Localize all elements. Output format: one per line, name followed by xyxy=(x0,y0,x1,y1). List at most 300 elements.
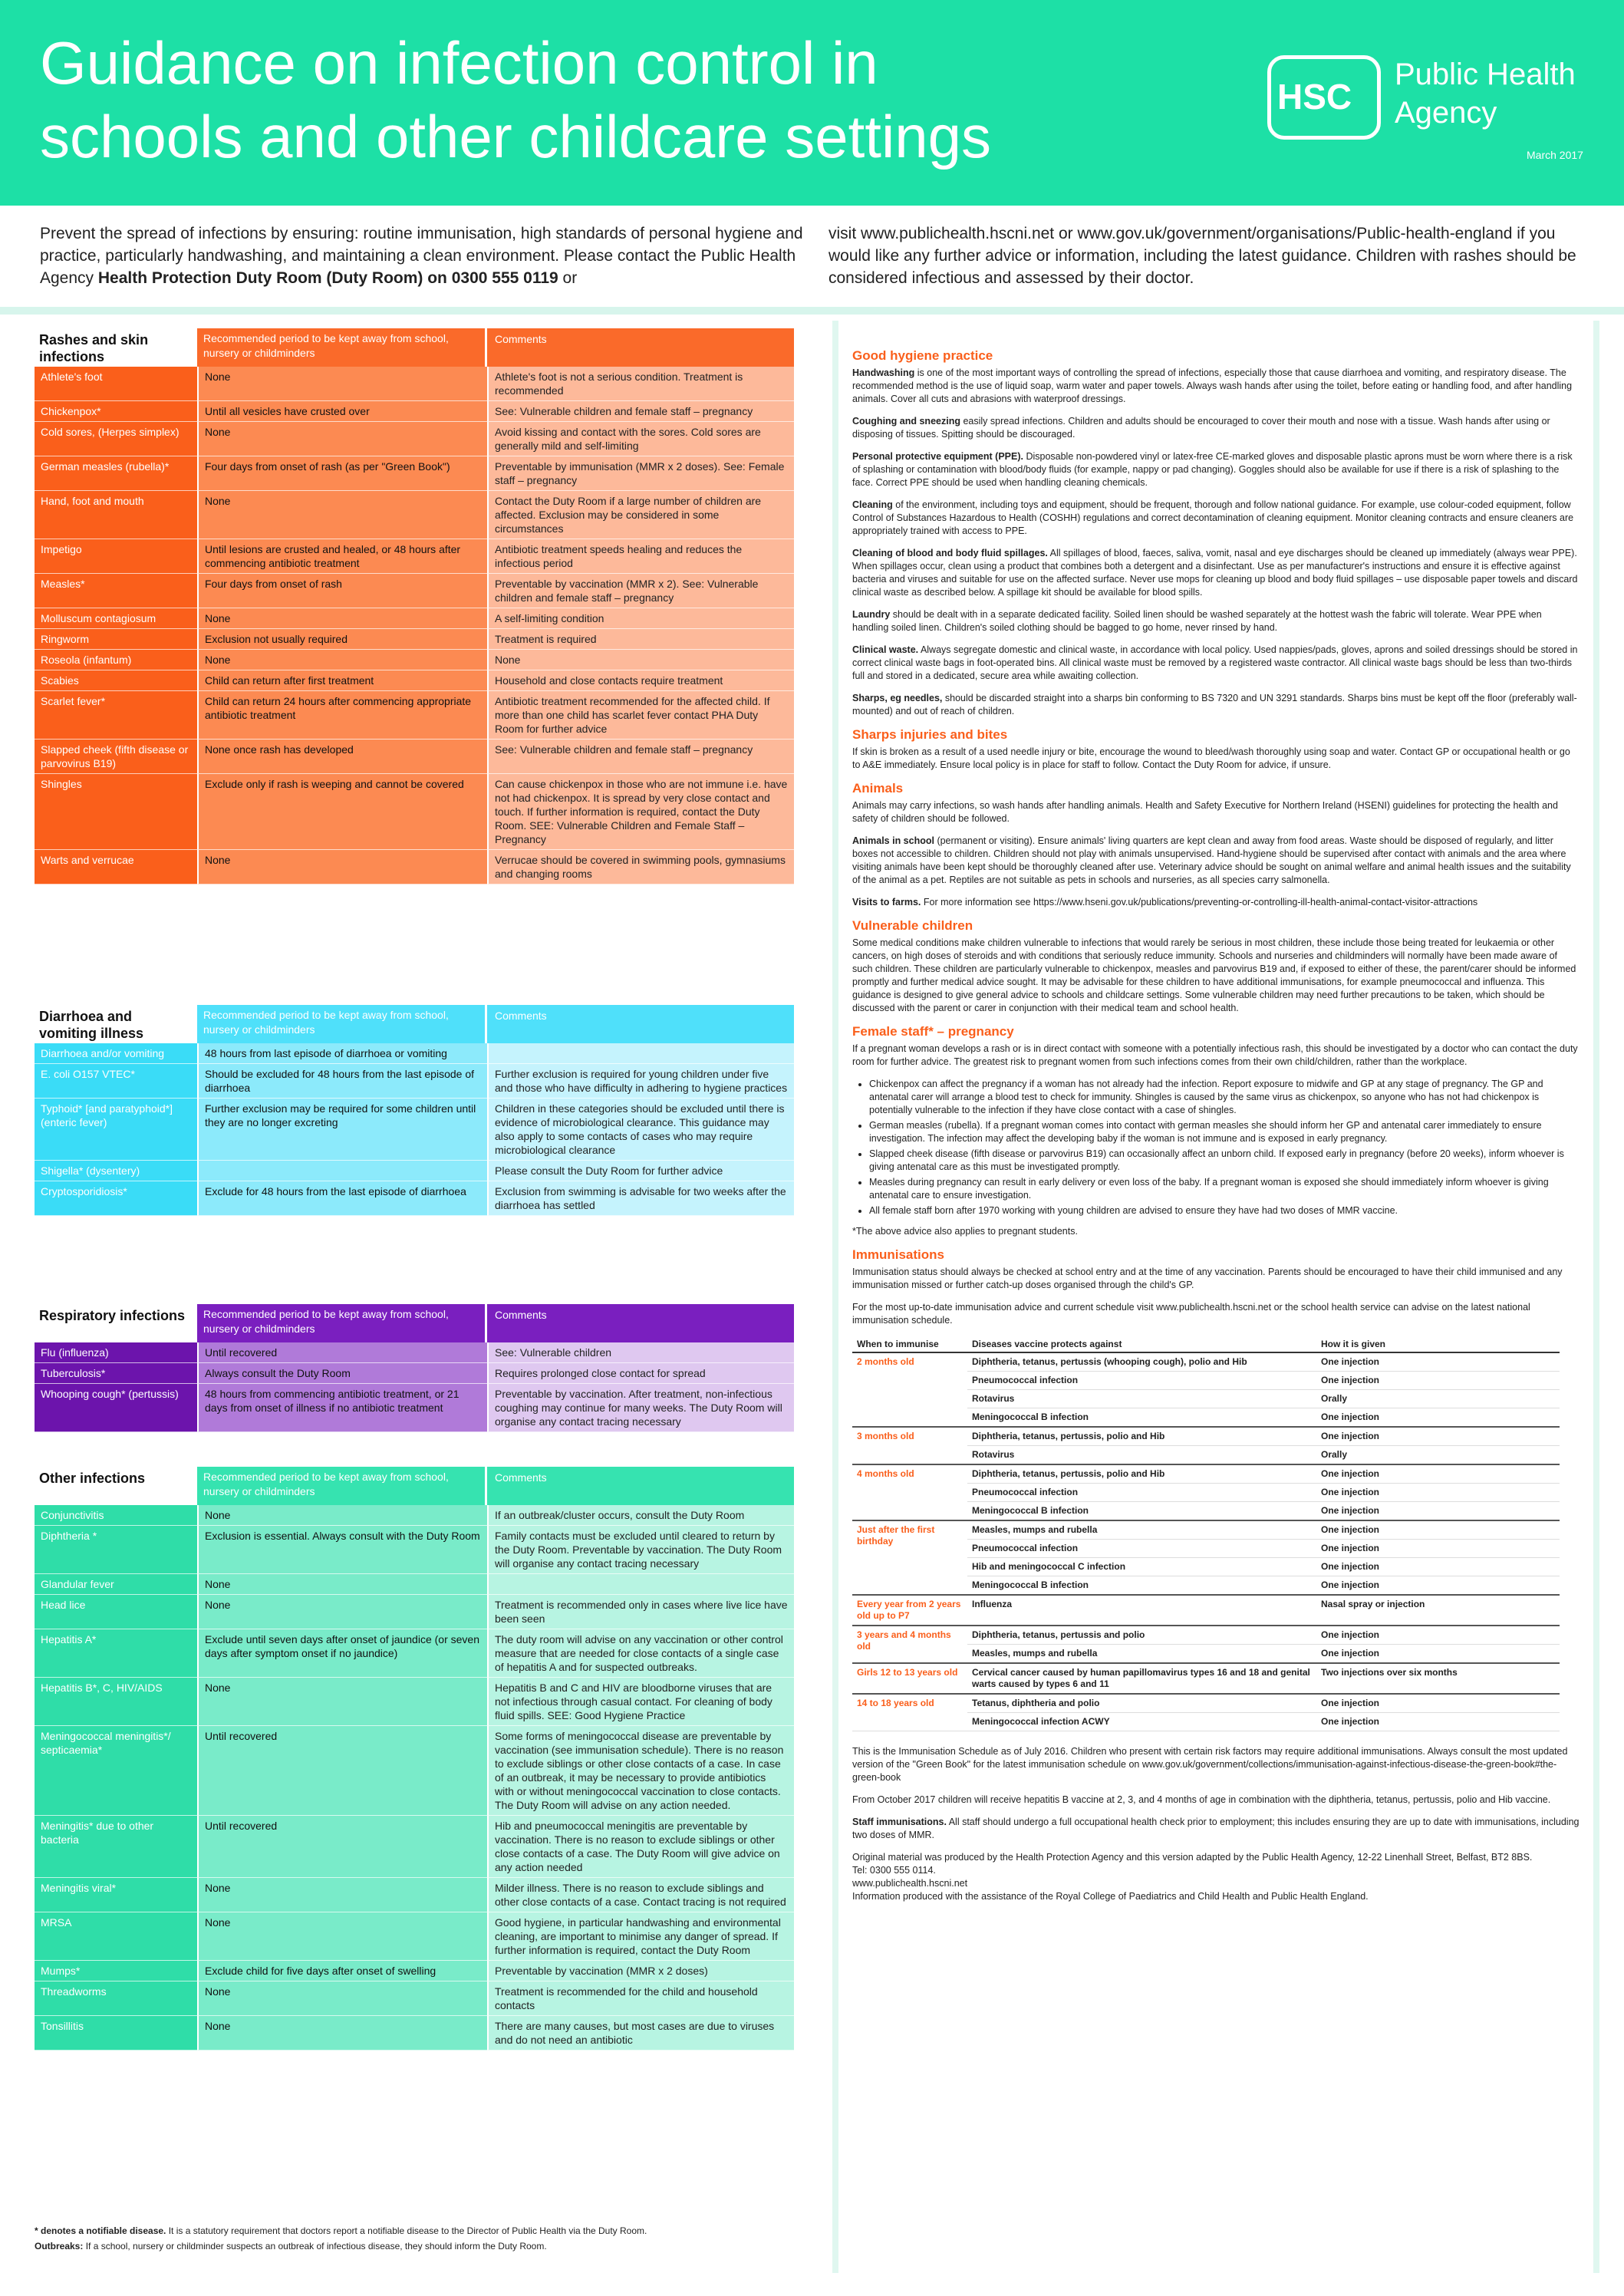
comment: Hib and pneumococcal meningitis are preventable by vaccination. There is no reason to exclude siblings or other close contacts of a case. The Duty Room will give advice on any action needed xyxy=(487,1816,794,1878)
table-header: How it is given xyxy=(1316,1336,1560,1352)
list-item: • All female staff born after 1970 working with young children are advised to ensure they have had two doses of MMR vaccine. xyxy=(869,1204,1580,1217)
agency-line-1: Public Health xyxy=(1395,58,1576,91)
comment: Can cause chickenpox in those who are not immune i.e. have not had chickenpox. It is spread by very close contact and touch. If further information is required, contact the Duty Room. SEE: Vulnerable Children and Female Staff – Pregnancy xyxy=(487,774,794,850)
table-row xyxy=(35,1961,794,1981)
comment: There are many causes, but most cases are due to viruses and do not need an antibiotic xyxy=(487,2016,794,2051)
table-row xyxy=(35,1064,794,1099)
comment: Requires prolonged close contact for spread xyxy=(487,1363,794,1384)
comment: See: Vulnerable children and female staff – pregnancy xyxy=(487,740,794,774)
p-text: Always segregate domestic and clinical waste, in accordance with local policy. Used nappies/pads, gloves, aprons and soiled dressings should be stored in correct clinical waste bags in foot-operated bins. All clinical waste must be removed by a registered waste contractor. All clinical waste bags should be less than two-thirds full and stored in a dedicated, secure area while awaiting collection. xyxy=(852,644,1578,681)
comment: Avoid kissing and contact with the sores. Cold sores are generally mild and self-limiting xyxy=(487,422,794,456)
table-row xyxy=(35,850,794,884)
period-header: Recommended period to be kept away from school, nursery or childminders xyxy=(197,1467,485,1505)
how-given: One injection xyxy=(1316,1576,1560,1596)
condition-name: Tuberculosis* xyxy=(35,1363,197,1384)
comment: Some forms of meningococcal disease are preventable by vaccination (see immunisation schedule). There is no reason to exclude siblings or other close contacts of a case. In case of an outbreak, it may be necessary to provide antibiotics with or without meningococcal vaccination to close contacts. The Duty Room will advise on any action needed. xyxy=(487,1726,794,1816)
injuries-para: If skin is broken as a result of a used needle injury or bite, encourage the wound to bleed/wash thoroughly using soap and water. Contact GP or occupational health or go to A&E immediately. Ensure local policy is in place for staff to follow. Contact the Duty Room for advice, if unsure. xyxy=(852,746,1570,770)
duty-room-number: Health Protection Duty Room (Duty Room) on 0300 555 0119 xyxy=(97,269,558,287)
table-row xyxy=(35,1629,794,1678)
footnote-outbreaks xyxy=(35,2238,794,2254)
laundry-para xyxy=(852,608,1580,634)
p-bold: Sharps, eg needles, xyxy=(852,693,943,703)
exclusion-period: 48 hours from last episode of diarrhoea or vomiting xyxy=(197,1043,487,1064)
table-row xyxy=(35,367,794,401)
divider xyxy=(0,307,1624,315)
period-header: Recommended period to be kept away from school, nursery or childminders xyxy=(197,1005,485,1043)
exclusion-period: None xyxy=(197,850,487,884)
title-line-1: Guidance on infection control in xyxy=(40,29,878,97)
imm-para-2: For the most up-to-date immunisation advice and current schedule visit www.publichealth.hscni.net or the school health service can advise on the latest national immunisation schedule. xyxy=(852,1302,1530,1326)
comment: Verrucae should be covered in swimming pools, gymnasiums and changing rooms xyxy=(487,850,794,884)
how-given: One injection xyxy=(1316,1464,1560,1484)
disease: Diphtheria, tetanus, pertussis and polio xyxy=(967,1626,1316,1645)
when-to-immunise: 3 years and 4 months old xyxy=(852,1626,967,1663)
table-row xyxy=(852,1626,1560,1645)
p-text: Disposable non-powdered vinyl or latex-free CE-marked gloves and disposable plastic aprons must be worn where there is a risk of splashing or contamination with blood/body fluids (for example, nappy or pad changing). Goggles should also be available for use if there is a risk of splashing to the face. Correct PPE should be used when handling cleaning chemicals. xyxy=(852,451,1573,488)
condition-name: Flu (influenza) xyxy=(35,1342,197,1363)
credits xyxy=(852,1851,1580,1903)
intro-part2: or xyxy=(558,269,578,287)
exclusion-period: 48 hours from commencing antibiotic treatment, or 21 days from onset of illness if no antibiotic treatment xyxy=(197,1384,487,1432)
p-bold: Laundry xyxy=(852,609,891,620)
disease: Diphtheria, tetanus, pertussis (whooping cough), polio and Hib xyxy=(967,1352,1316,1372)
exclusion-period: Child can return after first treatment xyxy=(197,670,487,691)
table-row xyxy=(35,670,794,691)
comment: Antibiotic treatment speeds healing and reduces the infectious period xyxy=(487,539,794,574)
how-given: Orally xyxy=(1316,1446,1560,1465)
comment: Treatment is recommended only in cases where live lice have been seen xyxy=(487,1595,794,1629)
hygiene-heading: Good hygiene practice xyxy=(852,348,993,363)
when-to-immunise: 3 months old xyxy=(852,1427,967,1464)
header-banner xyxy=(0,0,1624,206)
condition-name: Glandular fever xyxy=(35,1574,197,1595)
section-title: Respiratory infections xyxy=(39,1308,186,1323)
comment: Children in these categories should be excluded until there is evidence of microbiological clearance. This guidance may also apply to some contacts of cases who may require microbiological clearance xyxy=(487,1099,794,1161)
table-row xyxy=(35,1384,794,1432)
table-row xyxy=(852,1352,1560,1372)
when-to-immunise: Every year from 2 years old up to P7 xyxy=(852,1595,967,1626)
how-given: One injection xyxy=(1316,1558,1560,1576)
vulnerable-heading: Vulnerable children xyxy=(852,918,973,933)
table-row xyxy=(35,1816,794,1878)
condition-name: Hepatitis A* xyxy=(35,1629,197,1678)
table-row xyxy=(35,1505,794,1526)
comment: Please consult the Duty Room for further advice xyxy=(487,1161,794,1181)
exclusion-period: Until all vesicles have crusted over xyxy=(197,401,487,422)
fn2-bold: Outbreaks: xyxy=(35,2241,84,2252)
web-line: www.publichealth.hscni.net xyxy=(852,1878,968,1889)
exclusion-period: Child can return 24 hours after commencing appropriate antibiotic treatment xyxy=(197,691,487,740)
period-header: Recommended period to be kept away from school, nursery or childminders xyxy=(197,1304,485,1342)
disease: Meningococcal B infection xyxy=(967,1408,1316,1428)
table-row xyxy=(35,1912,794,1961)
disease: Rotavirus xyxy=(967,1446,1316,1465)
comment: None xyxy=(487,650,794,670)
p-text: For more information see https://www.hseni.gov.uk/publications/preventing-or-controlling-ill-health-animal-contact-visitor-attractions xyxy=(921,897,1478,908)
comment xyxy=(487,1043,794,1064)
table-row xyxy=(35,1342,794,1363)
table-row xyxy=(35,774,794,850)
fn1-bold: * denotes a notifiable disease. xyxy=(35,2225,166,2236)
comments-header: Comments xyxy=(487,1304,794,1342)
table-row xyxy=(35,1043,794,1064)
hsc-logo xyxy=(1267,55,1381,140)
table-row xyxy=(852,1694,1560,1713)
respiratory-rows xyxy=(35,1342,794,1432)
comment: Household and close contacts require treatment xyxy=(487,670,794,691)
intro-part1: Prevent the spread of infections by ensuring: routine immunisation, high standards of personal hygiene and practice, particularly handwashing, and maintaining a clean environment. Please contact the Public Health Agency xyxy=(40,225,803,287)
condition-name: Slapped cheek (fifth disease or parvovirus B19) xyxy=(35,740,197,774)
comment: Treatment is required xyxy=(487,629,794,650)
table-row xyxy=(35,1678,794,1726)
table-row xyxy=(35,1574,794,1595)
fn1-text: It is a statutory requirement that doctors report a notifiable disease to the Director of Public Health via the Duty Room. xyxy=(166,2225,647,2236)
other-rows xyxy=(35,1505,794,2051)
how-given: One injection xyxy=(1316,1694,1560,1713)
condition-name: Chickenpox* xyxy=(35,401,197,422)
p-bold: Cleaning xyxy=(852,499,893,510)
how-given: One injection xyxy=(1316,1408,1560,1428)
disease: Meningococcal infection ACWY xyxy=(967,1713,1316,1731)
table-row xyxy=(35,691,794,740)
immunisations-heading: Immunisations xyxy=(852,1247,944,1262)
sharps-para xyxy=(852,692,1580,718)
guidance-panel xyxy=(832,321,1599,2273)
how-given: One injection xyxy=(1316,1502,1560,1521)
section-title: Diarrhoea and vomiting illness xyxy=(39,1009,144,1041)
comment: Antibiotic treatment recommended for the affected child. If more than one child has scarlet fever contact PHA Duty Room for further advice xyxy=(487,691,794,740)
table-row xyxy=(35,1878,794,1912)
comments-header: Comments xyxy=(487,1467,794,1505)
condition-name: Shigella* (dysentery) xyxy=(35,1161,197,1181)
how-given: One injection xyxy=(1316,1352,1560,1372)
animals-school-para xyxy=(852,835,1580,887)
condition-name: Impetigo xyxy=(35,539,197,574)
exclusion-period: None xyxy=(197,1678,487,1726)
condition-name: German measles (rubella)* xyxy=(35,456,197,491)
exclusion-period: None xyxy=(197,1505,487,1526)
comment: Family contacts must be excluded until cleared to return by the Duty Room. Preventable by vaccination. The Duty Room will organise any contact tracing necessary xyxy=(487,1526,794,1574)
exclusion-period: Until recovered xyxy=(197,1816,487,1878)
comments-header: Comments xyxy=(487,1005,794,1043)
table-row xyxy=(35,740,794,774)
table-row xyxy=(35,629,794,650)
table-row xyxy=(852,1595,1560,1626)
diarrhoea-rows xyxy=(35,1043,794,1216)
comment: Preventable by vaccination. After treatment, non-infectious coughing may continue for many weeks. The Duty Room will organise any contact tracing necessary xyxy=(487,1384,794,1432)
table-row xyxy=(35,1363,794,1384)
ppe-para xyxy=(852,450,1580,489)
how-given: One injection xyxy=(1316,1645,1560,1664)
condition-name: Meningococcal meningitis*/ septicaemia* xyxy=(35,1726,197,1816)
other-section xyxy=(35,1467,794,2051)
condition-name: Scabies xyxy=(35,670,197,691)
comment: Hepatitis B and C and HIV are bloodborne viruses that are not infectious through casual contact. For cleaning of body fluid spills. SEE: Good Hygiene Practice xyxy=(487,1678,794,1726)
footnotes xyxy=(35,2223,794,2254)
exclusion-period: None xyxy=(197,1981,487,2016)
p-bold: Animals in school xyxy=(852,835,934,846)
disease: Diphtheria, tetanus, pertussis, polio and Hib xyxy=(967,1464,1316,1484)
comment: See: Vulnerable children and female staff – pregnancy xyxy=(487,401,794,422)
table-row xyxy=(35,650,794,670)
disease: Hib and meningococcal C infection xyxy=(967,1558,1316,1576)
p-bold: Visits to farms. xyxy=(852,897,921,908)
p-bold: Clinical waste. xyxy=(852,644,919,655)
how-given: One injection xyxy=(1316,1427,1560,1446)
exclusion-period: Exclusion not usually required xyxy=(197,629,487,650)
imm-para-1: Immunisation status should always be checked at school entry and at the time of any vaccination. Parents should be encouraged to have their child immunised and any immunisation missed or further catch-up doses organised through the child's GP. xyxy=(852,1267,1563,1290)
condition-name: Cold sores, (Herpes simplex) xyxy=(35,422,197,456)
list-item: • Chickenpox can affect the pregnancy if a woman has not already had the infection. Report exposure to midwife and GP at any stage of pregnancy. The GP and antenatal carer will arrange a blood test to check for immunity. Shingles is caused by the same virus as chickenpox, so anyone who has not had chickenpox is potentially vulnerable to the infection if they have close contact with a case of shingles. xyxy=(869,1078,1580,1117)
rashes-section xyxy=(35,328,794,884)
section-title: Other infections xyxy=(39,1471,146,1486)
table-row xyxy=(35,608,794,629)
table-row xyxy=(35,1726,794,1816)
disease: Meningococcal B infection xyxy=(967,1576,1316,1596)
injuries-heading: Sharps injuries and bites xyxy=(852,727,1008,742)
table-row xyxy=(35,1181,794,1216)
table-row xyxy=(35,422,794,456)
condition-name: Cryptosporidiosis* xyxy=(35,1181,197,1216)
exclusion-period: Exclude only if rash is weeping and cannot be covered xyxy=(197,774,487,850)
exclusion-period: Exclusion is essential. Always consult with the Duty Room xyxy=(197,1526,487,1574)
comment: Exclusion from swimming is advisable for two weeks after the diarrhoea has settled xyxy=(487,1181,794,1216)
comment: Further exclusion is required for young children under five and those who have difficulty in adhering to hygiene practices xyxy=(487,1064,794,1099)
exclusion-period: Four days from onset of rash (as per "Green Book") xyxy=(197,456,487,491)
intro-col-2: visit www.publichealth.hscni.net or www.gov.uk/government/organisations/Public-health-england if you would like any further advice or information, including the latest guidance. Children with rashes should be considered infectious and assessed by their doctor. xyxy=(828,225,1576,287)
p-text: is one of the most important ways of controlling the spread of infections, especially those that cause diarrhoea and vomiting, and respiratory disease. The recommended method is the use of liquid soap, warm water and paper towels. Always wash hands after using the toilet, before eating or handling food, and after handling animals. Cover all cuts and abrasions with waterproof dressings. xyxy=(852,367,1573,404)
comment: Treatment is recommended for the child and household contacts xyxy=(487,1981,794,2016)
animals-heading: Animals xyxy=(852,781,904,796)
condition-name: Typhoid* [and paratyphoid*] (enteric fever) xyxy=(35,1099,197,1161)
disease: Rotavirus xyxy=(967,1390,1316,1408)
condition-name: Shingles xyxy=(35,774,197,850)
when-to-immunise: 2 months old xyxy=(852,1352,967,1427)
exclusion-period: Further exclusion may be required for some children until they are no longer excreting xyxy=(197,1099,487,1161)
condition-name: Whooping cough* (pertussis) xyxy=(35,1384,197,1432)
p-text: easily spread infections. Children and adults should be encouraged to cover their mouth and nose with a tissue. Wash hands after using or disposing of tissues. Spitting should be discouraged. xyxy=(852,416,1550,440)
table-row xyxy=(35,574,794,608)
comment: Preventable by vaccination (MMR x 2 doses) xyxy=(487,1961,794,1981)
condition-name: Conjunctivitis xyxy=(35,1505,197,1526)
female-para: If a pregnant woman develops a rash or is in direct contact with someone with a potentially infectious rash, this should be investigated by a doctor who can contact the duty room for further advice. The greatest risk to pregnant women from such infections comes from their own child/children, rather than the workplace. xyxy=(852,1043,1578,1067)
exclusion-period: Until recovered xyxy=(197,1726,487,1816)
orig-line: Original material was produced by the Health Protection Agency and this version adapted by the Public Health Agency, 12-22 Linenhall Street, Belfast, BT2 8BS. xyxy=(852,1852,1533,1863)
condition-name: Tonsillitis xyxy=(35,2016,197,2051)
disease: Pneumococcal infection xyxy=(967,1484,1316,1502)
period-header: Recommended period to be kept away from school, nursery or childminders xyxy=(197,328,485,367)
schedule-para: This is the Immunisation Schedule as of July 2016. Children who present with certain risk factors may require additional immunisations. Always consult the most updated version of the "Green Book" for the latest immunisation schedule on www.gov.uk/government/collections/immunisation-against-infectious-disease-the-green-book#the-green-book xyxy=(852,1746,1568,1783)
exclusion-period: None xyxy=(197,1912,487,1961)
exclusion-period: Exclude until seven days after onset of jaundice (or seven days after symptom onset if no jaundice) xyxy=(197,1629,487,1678)
comment: The duty room will advise on any vaccination or other control measure that are needed for close contacts of a single case of hepatitis A and for suspected outbreaks. xyxy=(487,1629,794,1678)
table-row xyxy=(852,1663,1560,1694)
condition-name: Scarlet fever* xyxy=(35,691,197,740)
disease: Measles, mumps and rubella xyxy=(967,1645,1316,1664)
footnote-notifiable xyxy=(35,2223,794,2238)
exclusion-period: Always consult the Duty Room xyxy=(197,1363,487,1384)
how-given: Nasal spray or injection xyxy=(1316,1595,1560,1626)
p-bold: Handwashing xyxy=(852,367,915,378)
diarrhoea-section xyxy=(35,1005,794,1216)
agency-name xyxy=(1395,55,1576,132)
condition-name: MRSA xyxy=(35,1912,197,1961)
comment: If an outbreak/cluster occurs, consult the Duty Room xyxy=(487,1505,794,1526)
intro-text xyxy=(0,206,1624,313)
table-row xyxy=(35,401,794,422)
table-row xyxy=(35,1099,794,1161)
table-row xyxy=(35,1595,794,1629)
condition-name: Measles* xyxy=(35,574,197,608)
page-title xyxy=(40,26,1191,173)
rashes-rows xyxy=(35,367,794,884)
intro-col-1 xyxy=(40,222,807,289)
staff-para xyxy=(852,1816,1580,1842)
immunisation-table xyxy=(852,1336,1560,1731)
exclusion-period: None xyxy=(197,422,487,456)
condition-name: Ringworm xyxy=(35,629,197,650)
exclusion-period: None xyxy=(197,608,487,629)
exclusion-period: None xyxy=(197,1878,487,1912)
hepb-para: From October 2017 children will receive hepatitis B vaccine at 2, 3, and 4 months of age in combination with the diphtheria, tetanus, pertussis, polio and Hib vaccine. xyxy=(852,1794,1551,1805)
condition-name: E. coli O157 VTEC* xyxy=(35,1064,197,1099)
disease: Diphtheria, tetanus, pertussis, polio and Hib xyxy=(967,1427,1316,1446)
disease: Measles, mumps and rubella xyxy=(967,1520,1316,1540)
exclusion-period: None xyxy=(197,367,487,401)
condition-name: Threadworms xyxy=(35,1981,197,2016)
female-note: *The above advice also applies to pregnant students. xyxy=(852,1226,1078,1237)
table-header: When to immunise xyxy=(852,1336,967,1352)
table-row xyxy=(852,1427,1560,1446)
p-bold: Cleaning of blood and body fluid spillages. xyxy=(852,548,1048,558)
respiratory-section xyxy=(35,1304,794,1432)
immunisation-body xyxy=(852,1352,1560,1731)
condition-name: Head lice xyxy=(35,1595,197,1629)
disease: Influenza xyxy=(967,1595,1316,1626)
how-given: One injection xyxy=(1316,1520,1560,1540)
p-bold: Personal protective equipment (PPE). xyxy=(852,451,1023,462)
how-given: One injection xyxy=(1316,1626,1560,1645)
exclusion-period: Exclude child for five days after onset of swelling xyxy=(197,1961,487,1981)
how-given: One injection xyxy=(1316,1713,1560,1731)
table-row xyxy=(35,1526,794,1574)
table-row xyxy=(35,539,794,574)
table-row xyxy=(852,1520,1560,1540)
how-given: One injection xyxy=(1316,1540,1560,1558)
exclusion-period: Until lesions are crusted and healed, or 48 hours after commencing antibiotic treatment xyxy=(197,539,487,574)
comment: See: Vulnerable children xyxy=(487,1342,794,1363)
condition-name: Diarrhoea and/or vomiting xyxy=(35,1043,197,1064)
list-item: • Measles during pregnancy can result in early delivery or even loss of the baby. If a pregnant woman is exposed she should immediately inform whoever is giving antenatal care to ensure investigation. xyxy=(869,1176,1580,1202)
coughing-para xyxy=(852,415,1580,441)
table-row xyxy=(852,1464,1560,1484)
publication-date: March 2017 xyxy=(1527,149,1583,161)
how-given: Two injections over six months xyxy=(1316,1663,1560,1694)
exclusion-period xyxy=(197,1161,487,1181)
exclusion-period: None xyxy=(197,491,487,539)
comments-header: Comments xyxy=(487,328,794,367)
condition-name: Warts and verrucae xyxy=(35,850,197,884)
disease: Tetanus, diphtheria and polio xyxy=(967,1694,1316,1713)
comment: Contact the Duty Room if a large number of children are affected. Exclusion may be considered in some circumstances xyxy=(487,491,794,539)
condition-name: Roseola (infantum) xyxy=(35,650,197,670)
p-text: should be discarded straight into a sharps bin conforming to BS 7320 and UN 3291 standards. Sharps bins must be kept off the floor (preferably wall-mounted) and out of reach of children. xyxy=(852,693,1577,716)
p-bold: Staff immunisations. xyxy=(852,1817,947,1827)
section-title: Rashes and skin infections xyxy=(39,332,149,364)
how-given: One injection xyxy=(1316,1372,1560,1390)
exclusion-period: Exclude for 48 hours from the last episode of diarrhoea xyxy=(197,1181,487,1216)
condition-name: Mumps* xyxy=(35,1961,197,1981)
disease: Pneumococcal infection xyxy=(967,1540,1316,1558)
female-heading: Female staff* – pregnancy xyxy=(852,1024,1014,1039)
when-to-immunise: Girls 12 to 13 years old xyxy=(852,1663,967,1694)
p-bold: Coughing and sneezing xyxy=(852,416,960,427)
title-line-2: schools and other childcare settings xyxy=(40,103,992,170)
comment: A self-limiting condition xyxy=(487,608,794,629)
p-text: should be dealt with in a separate dedicated facility. Soiled linen should be washed separately at the hottest wash the fabric will tolerate. Wear PPE when handling soiled linen. Children's soiled clothing should be bagged to go home, never rinsed by hand. xyxy=(852,609,1542,633)
cleaning-para xyxy=(852,499,1580,538)
agency-line-2: Agency xyxy=(1395,96,1497,130)
condition-name: Molluscum contagiosum xyxy=(35,608,197,629)
animals-para: Animals may carry infections, so wash hands after handling animals. Health and Safety Executive for Northern Ireland (HSENI) guidelines for protecting the health and safety of children should be followed. xyxy=(852,800,1558,824)
exclusion-period: None xyxy=(197,1595,487,1629)
condition-name: Hepatitis B*, C, HIV/AIDS xyxy=(35,1678,197,1726)
clinical-para xyxy=(852,644,1580,683)
condition-name: Meningitis viral* xyxy=(35,1878,197,1912)
female-list xyxy=(869,1078,1580,1217)
when-to-immunise: Just after the first birthday xyxy=(852,1520,967,1595)
comment: Preventable by immunisation (MMR x 2 doses). See: Female staff – pregnancy xyxy=(487,456,794,491)
table-row xyxy=(35,491,794,539)
logo-text: HSC xyxy=(1277,77,1352,117)
comment: Athlete's foot is not a serious condition. Treatment is recommended xyxy=(487,367,794,401)
list-item: • German measles (rubella). If a pregnant woman comes into contact with german measles she should inform her GP and antenatal carer immediately to ensure investigation. The infection may affect the developing baby if the woman is not immune and is exposed in early pregnancy. xyxy=(869,1119,1580,1145)
condition-name: Hand, foot and mouth xyxy=(35,491,197,539)
p-text: (permanent or visiting). Ensure animals' living quarters are kept clean and away from food areas. Waste should be disposed of regularly, and litter boxes not accessible to children. Children should not play with animals unsupervised. Hand-hygiene should be supervised after contact with animals and the area where visiting animals have been kept should be thoroughly cleaned after use. Veterinary advice should be sought on animal welfare and animal health issues and the suitability of the animal as a pet. Reptiles are not suitable as pets in schools and nurseries, as all species carry salmonella. xyxy=(852,835,1571,885)
disease: Meningococcal B infection xyxy=(967,1502,1316,1521)
blood-para xyxy=(852,547,1580,599)
p-text: All staff should undergo a full occupational health check prior to employment; this includes ensuring they are up to date with immunisations, including two doses of MMR. xyxy=(852,1817,1580,1840)
fn2-text: If a school, nursery or childminder suspects an outbreak of infectious disease, they should inform the Duty Room. xyxy=(83,2241,547,2252)
table-row xyxy=(35,2016,794,2051)
p-text: of the environment, including toys and equipment, should be frequent, thorough and follow national guidance. For example, use colour-coded equipment, follow Control of Substances Hazardous to Health (COSHH) regulations and correct decontamination of cleaning equipment. Monitor cleaning contracts and ensure cleaners are appropriately trained with access to PPE. xyxy=(852,499,1574,536)
table-row xyxy=(35,1161,794,1181)
comment: Milder illness. There is no reason to exclude siblings and other close contacts of a case. Contact tracing is not required xyxy=(487,1878,794,1912)
comment xyxy=(487,1574,794,1595)
p-text: All spillages of blood, faeces, saliva, vomit, nasal and eye discharges should be cleaned up immediately (always wear PPE). When spillages occur, clean using a product that combines both a detergent and a disinfectant. Use as per manufacturer's instructions and ensure it is effective against bacteria and viruses and suitable for use on the affected surface. Never use mops for cleaning up blood and body fluid spillages – use disposable paper towels and discard clinical waste as described below. A spillage kit should be available for blood spills. xyxy=(852,548,1578,598)
exclusion-period: Four days from onset of rash xyxy=(197,574,487,608)
exclusion-period: None xyxy=(197,2016,487,2051)
assist-line: Information produced with the assistance of the Royal College of Paediatrics and Child Health and Public Health England. xyxy=(852,1891,1369,1902)
comment: Preventable by vaccination (MMR x 2). See: Vulnerable children and female staff – pregnancy xyxy=(487,574,794,608)
vulnerable-para: Some medical conditions make children vulnerable to infections that would rarely be serious in most children, these include those being treated for leukaemia or other cancers, on high doses of steroids and with conditions that seriously reduce immunity. Schools and nurseries and childminders will normally have been made aware of such children. These children are particularly vulnerable to chickenpox, measles and parvovirus B19 and, if exposed to either of these, the parent/carer should be informed promptly and further medical advice sought. It may be advisable for these children to have additional immunisations, for example pneumococcal and influenza. This guidance is designed to give general advice to schools and childcare settings. Some vulnerable children may need further precautions to be taken, which should be discussed with the parent or carer in conjunction with their medical team and school health. xyxy=(852,937,1576,1013)
table-row xyxy=(35,456,794,491)
disease: Cervical cancer caused by human papillomavirus types 16 and 18 and genital warts caused by types 6 and 11 xyxy=(967,1663,1316,1694)
list-item: • Slapped cheek disease (fifth disease or parvovirus B19) can occasionally affect an unborn child. If exposed early in pregnancy (before 20 weeks), inform whoever is giving antenatal care as this must be investigated promptly. xyxy=(869,1148,1580,1174)
exclusion-period: Until recovered xyxy=(197,1342,487,1363)
condition-name: Meningitis* due to other bacteria xyxy=(35,1816,197,1878)
how-given: Orally xyxy=(1316,1390,1560,1408)
when-to-immunise: 14 to 18 years old xyxy=(852,1694,967,1731)
how-given: One injection xyxy=(1316,1484,1560,1502)
table-header: Diseases vaccine protects against xyxy=(967,1336,1316,1352)
exclusion-period: Should be excluded for 48 hours from the last episode of diarrhoea xyxy=(197,1064,487,1099)
table-row xyxy=(35,1981,794,2016)
farms-para xyxy=(852,896,1580,909)
comment: Good hygiene, in particular handwashing and environmental cleaning, are important to minimise any danger of spread. If further information is required, contact the Duty Room xyxy=(487,1912,794,1961)
condition-name: Athlete's foot xyxy=(35,367,197,401)
exclusion-period: None once rash has developed xyxy=(197,740,487,774)
